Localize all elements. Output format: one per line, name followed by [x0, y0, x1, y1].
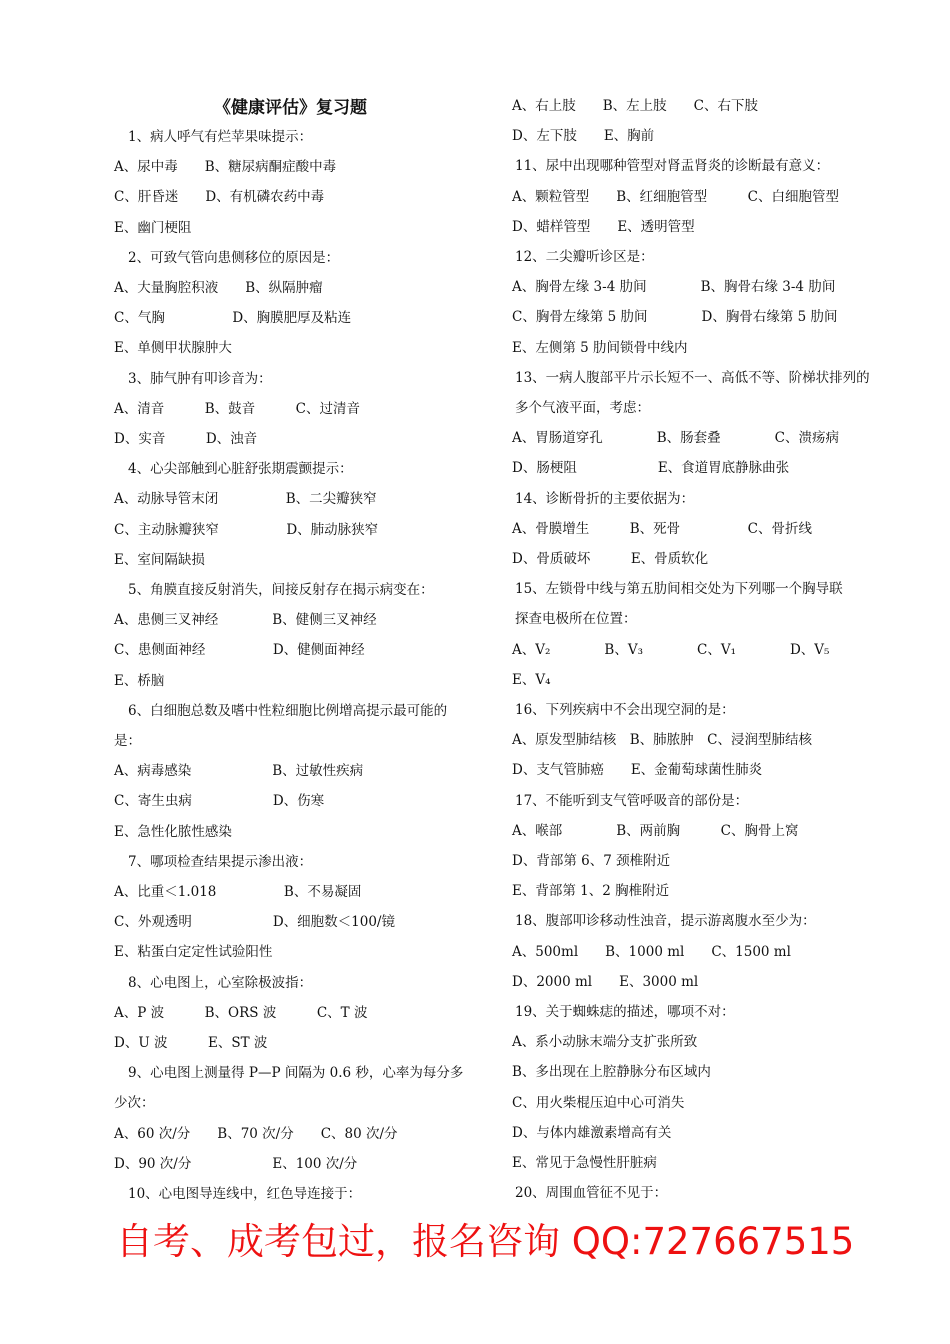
text-line: A、V₂ B、V₃ C、V₁ D、V₅ [512, 641, 830, 658]
text-line: A、胸骨左缘 3-4 肋间 B、胸骨右缘 3-4 肋间 [512, 279, 836, 296]
text-line: D、与体内雄激素增高有关 [512, 1124, 672, 1141]
text-line: D、蜡样管型 E、透明管型 [512, 218, 695, 235]
document-title: 《健康评估》复习题 [214, 98, 367, 118]
text-line: 2、可致气管向患侧移位的原因是： [128, 249, 340, 266]
text-line: A、骨膜增生 B、死骨 C、骨折线 [512, 520, 812, 537]
text-line: E、常见于急慢性肝脏病 [512, 1155, 657, 1171]
text-line: 8、心电图上，心室除极波指： [128, 974, 313, 991]
text-line: A、大量胸腔积液 B、纵隔肿瘤 [114, 280, 323, 296]
text-line: 多个气液平面，考虑： [515, 400, 650, 416]
text-line: E、背部第 1、2 胸椎附近 [512, 883, 670, 900]
text-line: C、肝昏迷 D、有机磷农药中毒 [114, 189, 325, 206]
promo-banner [116, 1214, 854, 1270]
text-line: A、颗粒管型 B、红细胞管型 C、白细胞管型 [512, 188, 839, 205]
text-line: 少次： [114, 1095, 155, 1112]
text-line: A、比重＜1.018 B、不易凝固 [114, 884, 362, 900]
text-line: 11、尿中出现哪种管型对肾盂肾炎的诊断最有意义： [515, 158, 830, 175]
text-line: 20、周围血管征不见于： [515, 1185, 668, 1202]
text-line: C、寄生虫病 D、伤寒 [114, 793, 325, 810]
text-line: 15、左锁骨中线与第五肋间相交处为下列哪一个胸导联 [515, 581, 843, 598]
text-line: 17、不能听到支气管呼吸音的部份是： [515, 792, 749, 809]
text-line: 3、肺气肿有叩诊音为： [128, 370, 272, 387]
text-line: 13、一病人腹部平片示长短不一、高低不等、阶梯状排列的 [515, 369, 870, 386]
text-line: 19、关于蜘蛛痣的描述，哪项不对： [515, 1004, 735, 1020]
text-line: A、原发型肺结核 B、肺脓肿 C、浸润型肺结核 [512, 732, 812, 749]
text-line: A、喉部 B、两前胸 C、胸骨上窝 [512, 822, 799, 839]
text-line: E、粘蛋白定定性试验阳性 [114, 944, 273, 961]
text-line: A、60 次/分 B、70 次/分 C、80 次/分 [114, 1125, 398, 1142]
promo-text: 自考、成考包过，报名咨询 [116, 1220, 572, 1263]
text-line: A、病毒感染 B、过敏性疾病 [114, 763, 364, 780]
text-line: E、桥脑 [114, 672, 165, 689]
text-line: D、背部第 6、7 颈椎附近 [512, 853, 671, 869]
text-line: C、患侧面神经 D、健侧面神经 [114, 642, 365, 659]
text-line: 16、下列疾病中不会出现空洞的是： [515, 702, 735, 718]
text-line: 探查电极所在位置： [515, 611, 637, 628]
text-line: D、2000 ml E、3000 ml [512, 973, 699, 990]
text-line: A、尿中毒 B、糖尿病酮症酸中毒 [114, 159, 337, 176]
text-line: A、胃肠道穿孔 B、肠套叠 C、溃疡病 [512, 430, 839, 447]
text-line: 6、白细胞总数及嗜中性粒细胞比例增高提示最可能的 [128, 702, 448, 719]
text-line: A、右上肢 B、左上肢 C、右下肢 [512, 98, 758, 114]
text-line: A、系小动脉末端分支扩张所致 [512, 1034, 698, 1051]
text-line: 14、诊断骨折的主要依据为： [515, 490, 695, 507]
text-line: E、急性化脓性感染 [114, 823, 232, 840]
text-line: 7、哪项检查结果提示渗出液： [128, 853, 313, 870]
text-line: C、外观透明 D、细胞数＜100/镜 [114, 914, 395, 931]
text-line: 10、心电图导连线中，红色导连接于： [128, 1186, 362, 1202]
text-line: C、用火柴棍压迫中心可消失 [512, 1094, 685, 1111]
text-line: D、支气管肺癌 E、金葡萄球菌性肺炎 [512, 762, 763, 779]
text-line: A、动脉导管末闭 B、二尖瓣狭窄 [114, 491, 377, 508]
text-line: 5、角膜直接反射消失，间接反射存在揭示病变在： [128, 582, 434, 598]
text-line: 9、心电图上测量得 P—P 间隔为 0.6 秒，心率为每分多 [128, 1065, 464, 1082]
text-line: A、清音 B、鼓音 C、过清音 [114, 400, 360, 417]
text-line: 是： [114, 733, 141, 749]
text-line: C、气胸 D、胸膜肥厚及粘连 [114, 310, 352, 327]
text-line: A、P 波 B、ORS 波 C、T 波 [114, 1004, 368, 1021]
text-line: E、室间隔缺损 [114, 551, 205, 568]
text-line: E、V₄ [512, 671, 551, 688]
text-line: D、90 次/分 E、100 次/分 [114, 1155, 358, 1172]
text-line: 4、心尖部触到心脏舒张期震颤提示： [128, 461, 353, 478]
text-line: B、多出现在上腔静脉分布区域内 [512, 1064, 711, 1081]
text-line: E、幽门梗阻 [114, 219, 192, 236]
text-line: E、单侧甲状腺肿大 [114, 340, 232, 357]
text-line: D、实音 D、浊音 [114, 431, 258, 447]
text-line: D、左下肢 E、胸前 [512, 128, 655, 145]
promo-qq: QQ:727667515 [571, 1220, 855, 1263]
text-line: 18、腹部叩诊移动性浊音，提示游离腹水至少为： [515, 913, 816, 930]
text-line: A、患侧三叉神经 B、健侧三叉神经 [114, 612, 377, 629]
text-line: 12、二尖瓣听诊区是： [515, 249, 654, 265]
text-line: C、胸骨左缘第 5 肋间 D、胸骨右缘第 5 肋间 [512, 309, 838, 326]
text-line: D、U 波 E、ST 波 [114, 1035, 268, 1051]
text-line: E、左侧第 5 肋间锁骨中线内 [512, 339, 688, 356]
text-line: 1、病人呼气有烂苹果味提示： [128, 129, 313, 145]
text-line: D、肠梗阻 E、食道胃底静脉曲张 [512, 460, 790, 477]
text-line: C、主动脉瓣狭窄 D、肺动脉狭窄 [114, 521, 379, 538]
text-line: A、500ml B、1000 ml C、1500 ml [512, 943, 791, 960]
text-line: D、骨质破坏 E、骨质软化 [512, 551, 709, 567]
